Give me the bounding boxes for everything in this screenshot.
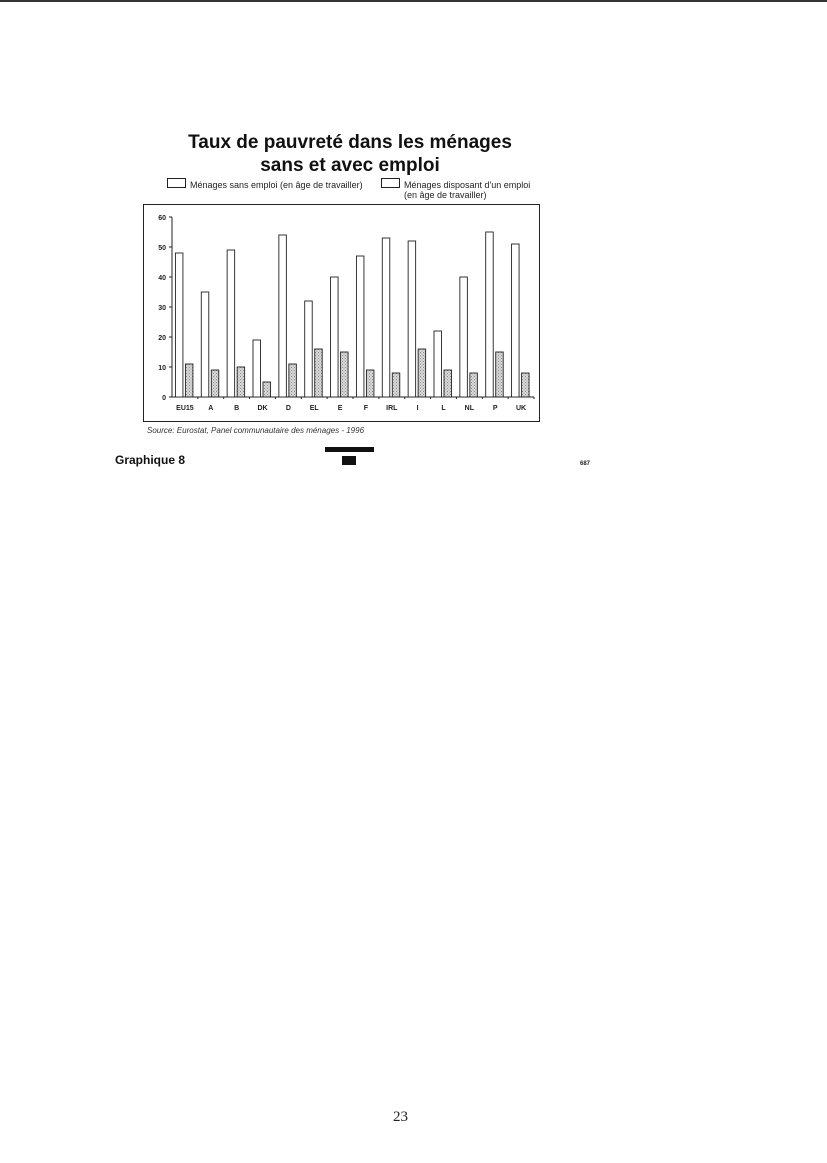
x-tick-label: NL	[464, 405, 475, 412]
bar-avec-emploi	[263, 382, 271, 397]
y-tick-label: 0	[162, 395, 166, 402]
bar-avec-emploi	[366, 370, 374, 397]
chart-frame	[143, 204, 540, 422]
bar-sans-emploi	[331, 277, 339, 397]
x-tick-label: EL	[309, 405, 319, 412]
bar-avec-emploi	[237, 367, 245, 397]
bar-sans-emploi	[227, 250, 235, 397]
x-tick-label: UK	[516, 405, 527, 412]
chart-title	[150, 131, 550, 177]
y-tick-label: 40	[158, 275, 166, 282]
bar-sans-emploi	[356, 256, 364, 397]
bar-sans-emploi	[512, 244, 519, 397]
bar-avec-emploi	[392, 373, 400, 397]
legend-swatch-sans-emploi	[167, 178, 186, 188]
x-tick-label: DK	[257, 405, 268, 412]
figure-label: Graphique 8	[115, 453, 186, 467]
chart-title-line-2: sans et avec emploi	[260, 155, 440, 176]
x-tick-label: D	[285, 405, 291, 412]
bar-sans-emploi	[305, 301, 313, 397]
y-tick-label: 10	[158, 365, 166, 372]
bar-avec-emploi	[211, 370, 219, 397]
legend-swatch-avec-emploi	[381, 178, 400, 188]
bar-sans-emploi	[460, 277, 468, 397]
legend-label-avec-emploi: Ménages disposant d'un emploi (en âge de travailler)	[404, 180, 531, 200]
bar-sans-emploi	[434, 331, 442, 397]
x-tick-label: IRL	[386, 405, 398, 412]
chart-title-line-1: Taux de pauvreté dans les ménages	[188, 132, 512, 153]
bar-avec-emploi	[418, 349, 426, 397]
bar-sans-emploi	[253, 340, 261, 397]
bar-avec-emploi	[289, 364, 297, 397]
bar-avec-emploi	[185, 364, 193, 397]
y-tick-label: 30	[158, 305, 166, 312]
bar-avec-emploi	[522, 373, 530, 397]
reference-code: 687	[580, 461, 591, 467]
x-tick-label: B	[234, 405, 240, 412]
bar-avec-emploi	[444, 370, 452, 397]
bar-sans-emploi	[486, 232, 494, 397]
bar-sans-emploi	[408, 241, 416, 397]
source-note: Source: Eurostat, Panel communautaire des ménages - 1996	[147, 426, 365, 435]
y-tick-label: 60	[158, 215, 166, 222]
bar-chart	[144, 205, 539, 421]
y-tick-label: 20	[158, 335, 166, 342]
bar-sans-emploi	[201, 292, 209, 397]
bar-avec-emploi	[496, 352, 504, 397]
bar-sans-emploi	[382, 238, 390, 397]
x-tick-label: EU15	[176, 405, 194, 412]
stamp-block	[342, 456, 356, 465]
x-tick-label: I	[416, 405, 419, 412]
stamp-bar	[325, 447, 374, 452]
x-tick-label: F	[363, 405, 369, 412]
x-tick-label: P	[492, 405, 498, 412]
bar-avec-emploi	[315, 349, 323, 397]
legend-label-sans-emploi: Ménages sans emploi (en âge de travailler)	[190, 180, 363, 190]
top-border-line	[0, 0, 827, 2]
x-tick-label: L	[441, 405, 446, 412]
x-tick-label: A	[208, 405, 214, 412]
bar-sans-emploi	[279, 235, 287, 397]
bar-sans-emploi	[175, 253, 183, 397]
bar-avec-emploi	[341, 352, 349, 397]
x-tick-label: E	[337, 405, 343, 412]
bar-avec-emploi	[470, 373, 478, 397]
page-number: 23	[393, 1109, 408, 1125]
y-tick-label: 50	[158, 245, 166, 252]
